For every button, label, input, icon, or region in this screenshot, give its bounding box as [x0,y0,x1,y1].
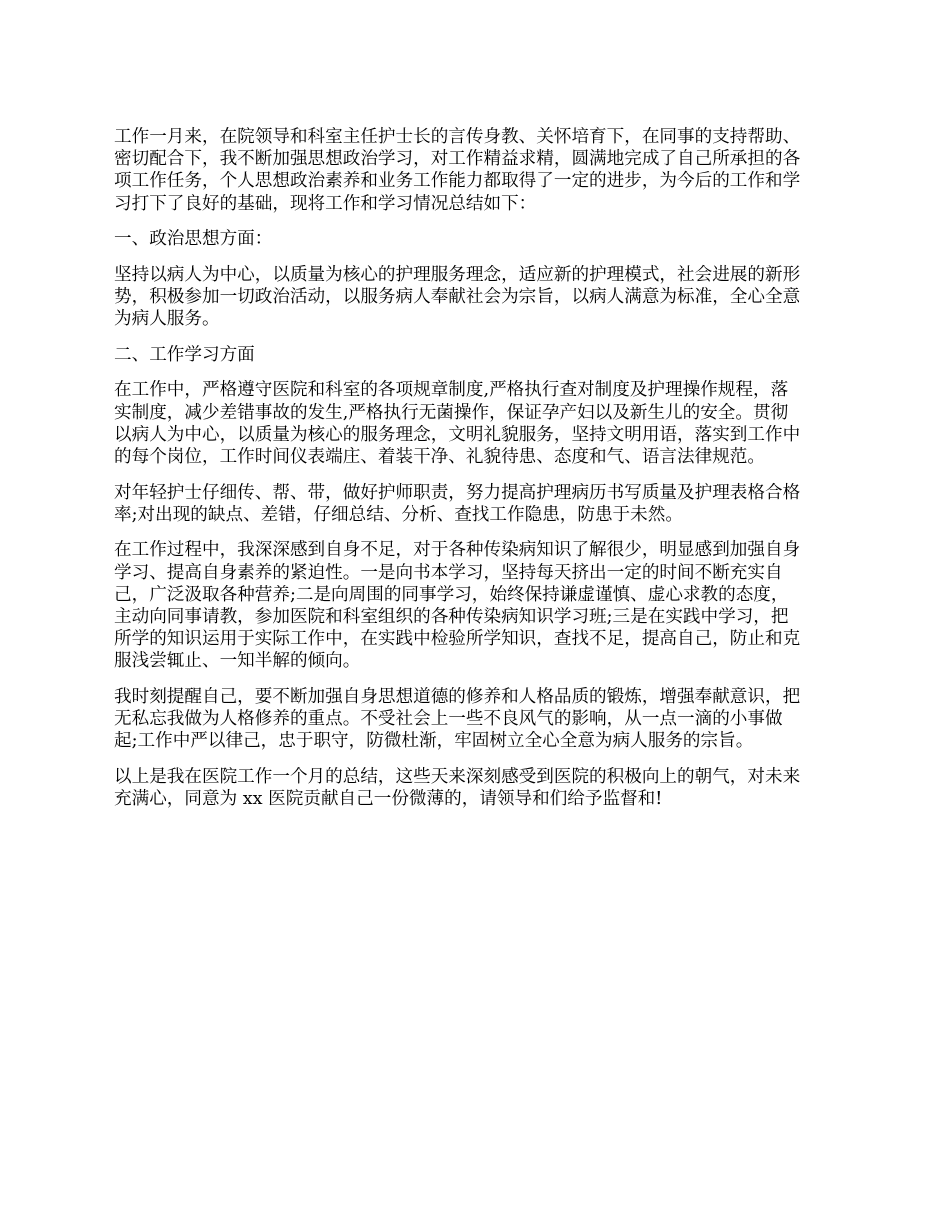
paragraph-work-rules [114,379,842,468]
heading-text: 一、政治思想方面： [114,229,273,250]
text-line: 在工作中，严格遵守医院和科室的各项规章制度,严格执行查对制度及护理操作规程，落 [114,380,789,401]
text-line: 在工作过程中，我深深感到自身不足，对于各种传染病知识了解很少，明显感到加强自身 [114,540,801,561]
heading-text: 二、工作学习方面 [114,344,255,365]
document-page [114,126,842,824]
paragraph-mentoring [114,482,842,526]
text-line: 势，积极参加一切政治活动，以服务病人奉献社会为宗旨，以病人满意为标准，全心全意 [114,287,801,307]
paragraph-conclusion [114,766,842,810]
text-line: 坚持以病人为中心，以质量为核心的护理服务理念，适应新的护理模式，社会进展的新形 [114,264,801,285]
text-line: 实制度，减少差错事故的发生,严格执行无菌操作，保证孕产妇以及新生儿的安全。贯彻 [114,402,789,423]
section-heading-work-study [114,344,842,366]
text-line: 所学的知识运用于实际工作中，在实践中检验所学知识，查找不足，提高自己，防止和克 [114,629,801,650]
paragraph-political [114,264,842,331]
text-line: 主动向同事请教，参加医院和科室组织的各种传染病知识学习班;三是在实践中学习，把 [114,607,789,627]
paragraph-intro [114,126,842,215]
text-line: 我时刻提醒自己，要不断加强自身思想道德的修养和人格品质的锻炼，增强奉献意识，把 [114,687,801,707]
text-line: 充满心，同意为 xx 医院贡献自己一份微薄的，请领导和们给予监督和! [114,789,663,810]
text-line: 无私忘我做为人格修养的重点。不受社会上一些不良风气的影响，从一点一滴的小事做 [114,709,783,730]
paragraph-self-discipline [114,686,842,753]
text-line: 习打下了良好的基础，现将工作和学习情况总结如下： [114,193,537,214]
paragraph-learning [114,539,842,672]
text-line: 起;工作中严以律己，忠于职守，防微杜渐，牢固树立全心全意为病人服务的宗旨。 [114,731,754,752]
text-line: 工作一月来，在院领导和科室主任护士长的言传身教、关怀培育下，在同事的支持帮助、 [114,127,801,147]
text-line: 为病人服务。 [114,309,220,330]
text-line: 的每个岗位，工作时间仪表端庄、着装干净、礼貌待患、态度和气、语言法律规范。 [114,447,765,467]
text-line: 对年轻护士仔细传、帮、带，做好护师职责，努力提高护理病历书写质量及护理表格合格 [114,482,801,503]
text-line: 率;对出现的缺点、差错，仔细总结、分析、查找工作隐患，防患于未然。 [114,504,683,525]
section-heading-political [114,228,842,250]
text-line: 项工作任务，个人思想政治素养和业务工作能力都取得了一定的进步，为今后的工作和学 [114,171,801,192]
text-line: 以上是我在医院工作一个月的总结，这些天来深刻感受到医院的积极向上的朝气，对未来 [114,767,801,787]
text-line: 学习、提高自身素养的紧迫性。一是向书本学习，坚持每天挤出一定的时间不断充实自 [114,562,783,583]
text-line: 己，广泛汲取各种营养;二是向周围的同事学习，始终保持谦虚谨慎、虚心求教的态度， [114,584,789,605]
text-line: 以病人为中心，以质量为核心的服务理念，文明礼貌服务，坚持文明用语，落实到工作中 [114,424,801,445]
text-line: 服浅尝辄止、一知半解的倾向。 [114,651,361,672]
text-line: 密切配合下，我不断加强思想政治学习，对工作精益求精，圆满地完成了自己所承担的各 [114,149,801,170]
